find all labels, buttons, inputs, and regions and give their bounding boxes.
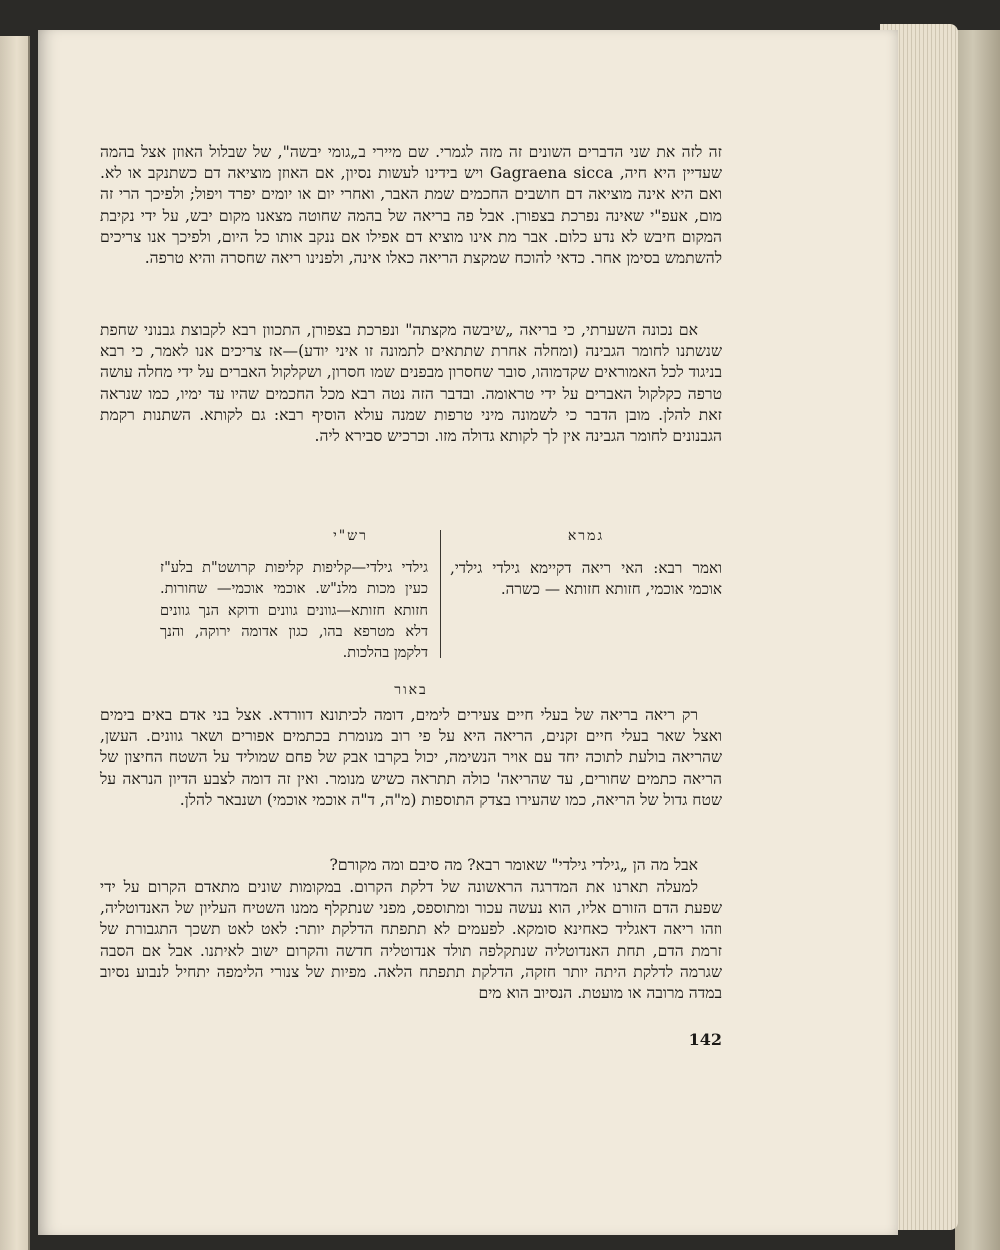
biur-paragraph-1 [100,705,722,811]
biur-paragraph-3-text: למעלה תארנו את המדרגה הראשונה של דלקת הקרום. במקומות שונים מתאדם הקרום על ידי שפעת הדם הזורם אליו, הוא נעשה עכור ומתוספס, מפני שנתקלף ממנו השטיח העליון של האנדוטליה, וזהו ריאה דאגליד כאחינא סומקא. לפעמים לא תתפתח הדלקת יותר: לאט לאט תשכך התגבורת של זרמת הדם, תחת האנדוטליה שנתקלפה תולד אנדוטליה חדשה והקרום ישוב לאיתנו. אבל אם הסבה שגרמה לדלקת היתה יותר חזקה, הדלקת תתפתח הלאה. מפיות של צנורי הלימפה יתחיל לנבוע נסיוב במדה מרובה או מועטת. הנסיוב הוא מים [100,878,722,1003]
biur-heading: באור [394,682,428,698]
rashi-text: גילדי גילדי—קליפות קליפות קרושט"ת בלע"ז כעין מכות מלנ"ש. אוכמי אוכמי— שחורות. חזותא חזותא—גוונים גוונים ודוקא הנך גוונים דלא מטרפא בהו, כגון אדומה ירוקה, והנך דלקמן בהלכות. [160,559,428,662]
gemara-text: ואמר רבא: האי ריאה דקיימא גילדי גילדי, אוכמי אוכמי, חזותא חזותא — כשרה. [450,558,722,598]
gemara-heading: גמרא [567,528,605,544]
biur-paragraph-3 [100,877,722,1004]
rashi-column [160,526,428,663]
left-page-edge [0,36,30,1250]
book-cover-edge [955,30,1000,1250]
page-number: 142 [688,1030,722,1049]
biur-paragraph-1-text: רק ריאה בריאה של בעלי חיים צעירים לימים, דומה לכיתונא דוורדא. אצל בני אדם באים בימים ואצל שאר בעלי חיים זקנים, הריאה היא על פי רוב מנומרת בכתמים אפורים ושאר גוונים. העשן, שהריאה בולעת לתוכה יחד עם אויר הנשימה, יכול בקרבו אבק של פחם שמוליד על השטח החיצון של הריאה כתמים שחורים, עד שהריאה' כולה תתראה כשיש מנומר. ואין זה דומה לצבע הדיון הנראה על שטח גדול של הריאה, כמו שהעירו בצדק התוספות (מ"ה, ד"ה אוכמי אוכמי) ושנבאר להלן. [100,706,722,809]
main-paragraph-2 [100,320,722,447]
paragraph-1-text: זה לזה את שני הדברים השונים זה מזה לגמרי. שם מיירי ב„גומי יבשה", של שבלול האוזן אצל בהמה שעדיין היא חיה, Gagraena sicca ויש בידינו לעשות נסיון, אם האוזן מוציאה דם כשתנקב או לא. ואם היא אינה מוציאה דם חושבים החכמים שמת האבר, ואחרי יום או יומים יפרד ויפול; ולפיכך הרי זה מום, אעפ"י שאינה נפרכת בצפורן. אבל פה בריאה של בהמה שחוטה מצאנו מקום יבש, על ידי נקיבת המקום חיבש לא נדע כלום. אבר מת אינו מוציא דם אפילו אם ננקב אותו כל היום, ולפיכך אנו צריכים להשתמש בסימן אחר. כדאי להוכח שמקצת הריאה כאלו אינה, ולפנינו ריאה שחסרה והיא טרפה. [100,143,722,268]
main-paragraph-1 [100,142,722,269]
rashi-heading: רש"י [333,528,368,544]
column-divider [440,530,441,658]
biur-paragraph-2 [100,855,722,876]
paragraph-2-text: אם נכונה השערתי, כי בריאה „שיבשה מקצתה" ונפרכת בצפורן, התכוון רבא לקבוצת גבנוני שחפת שנשתנו לחומר הגבינה (ומחלה אחרת שתתאים לתמונה זו איני יודע)—אז צריכים אנו לאמר, כי רבא בניגוד לכל האמוראים שקדמוהו, סובר שחסרון מבפנים שמו חסרון, ושקלקול האברים על ידי מחלה עושה טרפה כקלקול האברים על ידי טראומה. ובדבר הזה נטה רבא מכל החכמים שהיו עד ימיו, כמו שנראה זאת להלן. מובן הדבר כי לשמונה מיני טרפות שמנה עולא הוסיף רבא: גם לקותא. השתנות רקמת הגבנונים לחומר הגבינה אין לך לקותא גדולה מזו. וכרכיש סבירא ליה. [100,321,722,446]
book-page [38,30,898,1235]
biur-paragraph-2-text: אבל מה הן „גילדי גילדי" שאומר רבא? מה סיבם ומה מקורם? [329,856,698,874]
gemara-column [450,526,722,601]
